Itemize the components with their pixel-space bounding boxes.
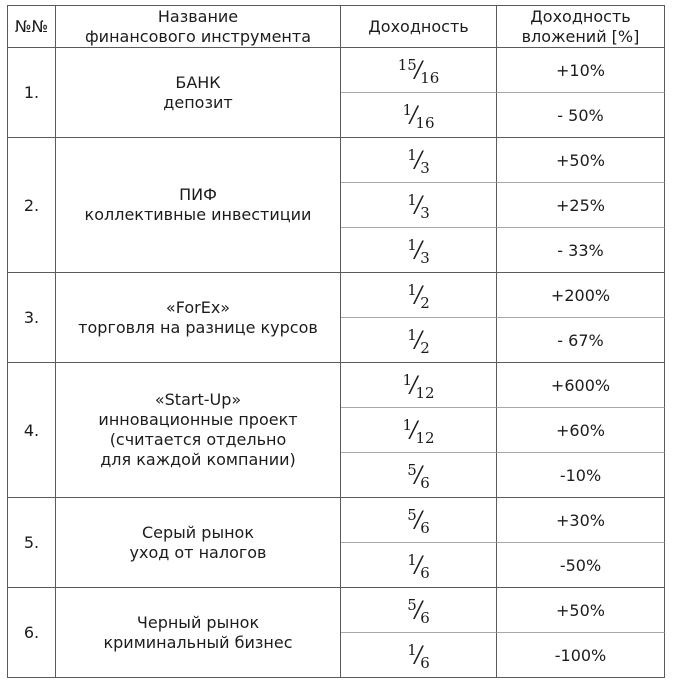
probability-cell xyxy=(341,93,497,138)
probability-cell xyxy=(341,633,497,678)
probability-cell xyxy=(341,363,497,408)
name-line: БАНК xyxy=(175,72,221,92)
fraction-numerator: 1 xyxy=(407,235,417,254)
name-line: для каждой компании) xyxy=(100,450,296,469)
probability-cell xyxy=(341,408,497,453)
fraction-slash: / xyxy=(414,462,423,488)
fraction-denominator: 2 xyxy=(420,293,430,312)
fraction-numerator: 5 xyxy=(407,460,417,479)
probability-cell xyxy=(341,588,497,633)
table-row xyxy=(8,138,665,183)
header-return xyxy=(497,6,665,48)
instrument-group xyxy=(8,363,665,498)
row-number: 5. xyxy=(8,498,56,588)
name-line: инновационные проект xyxy=(98,410,298,429)
name-line: торговля на разнице курсов xyxy=(78,317,318,337)
fraction xyxy=(407,595,430,627)
fraction-slash: / xyxy=(410,372,418,398)
instrument-name xyxy=(56,48,341,138)
fraction-slash: / xyxy=(410,417,418,443)
table-row xyxy=(8,588,665,633)
header-return-line: вложений [%] xyxy=(521,26,640,46)
name-line: «ForEx» xyxy=(165,297,231,317)
fraction xyxy=(407,190,430,222)
instrument-name xyxy=(56,363,341,498)
probability-cell xyxy=(341,183,497,228)
fraction-slash: / xyxy=(414,597,423,623)
probability-cell xyxy=(341,318,497,363)
probability-cell xyxy=(341,543,497,588)
fraction xyxy=(407,640,430,672)
fraction xyxy=(407,550,430,582)
probability-cell xyxy=(341,453,497,498)
fraction-denominator: 2 xyxy=(420,338,430,357)
name-line: депозит xyxy=(163,92,233,112)
fraction-denominator: 6 xyxy=(420,608,430,627)
name-line: уход от налогов xyxy=(129,542,267,562)
table-row xyxy=(8,363,665,408)
instrument-group xyxy=(8,138,665,273)
fraction-slash: / xyxy=(414,552,423,578)
header-instrument-name xyxy=(56,6,341,48)
row-number: 6. xyxy=(8,588,56,678)
fraction-denominator: 3 xyxy=(420,158,430,177)
table-header xyxy=(8,6,665,48)
fraction-denominator: 6 xyxy=(420,518,430,537)
fraction-slash: / xyxy=(414,507,423,533)
table-row xyxy=(8,498,665,543)
return-cell: -10% xyxy=(497,453,665,498)
fraction xyxy=(407,460,430,492)
fraction xyxy=(407,505,430,537)
fraction xyxy=(402,100,435,132)
header-return-line: Доходность xyxy=(530,6,631,26)
name-line: (считается отдельно xyxy=(109,430,287,449)
fraction-numerator: 1 xyxy=(407,280,417,299)
name-line: «Start-Up» xyxy=(154,390,242,409)
fraction-numerator: 1 xyxy=(407,550,417,569)
fraction-denominator: 6 xyxy=(420,563,430,582)
return-cell: - 50% xyxy=(497,93,665,138)
name-line: Черный рынок xyxy=(136,612,260,632)
fraction-numerator: 1 xyxy=(402,415,413,434)
instrument-name xyxy=(56,498,341,588)
row-number: 3. xyxy=(8,273,56,363)
fraction-slash: / xyxy=(414,282,423,308)
header-row xyxy=(8,6,665,48)
financial-instruments-table xyxy=(7,5,665,678)
fraction-numerator: 5 xyxy=(407,505,417,524)
fraction-slash: / xyxy=(414,327,423,353)
row-number: 2. xyxy=(8,138,56,273)
name-line: криминальный бизнес xyxy=(103,632,293,652)
return-cell: +50% xyxy=(497,138,665,183)
return-cell: -50% xyxy=(497,543,665,588)
fraction-numerator: 15 xyxy=(397,55,417,74)
fraction-denominator: 6 xyxy=(420,473,430,492)
fraction xyxy=(402,415,435,447)
name-line: Серый рынок xyxy=(142,522,254,542)
row-number: 1. xyxy=(8,48,56,138)
probability-cell xyxy=(341,228,497,273)
fraction-numerator: 1 xyxy=(407,145,417,164)
probability-cell xyxy=(341,273,497,318)
return-cell: +60% xyxy=(497,408,665,453)
probability-cell xyxy=(341,138,497,183)
return-cell: +50% xyxy=(497,588,665,633)
fraction-denominator: 6 xyxy=(420,653,430,672)
fraction-slash: / xyxy=(410,102,418,128)
return-cell: - 67% xyxy=(497,318,665,363)
fraction xyxy=(402,370,435,402)
fraction-denominator: 16 xyxy=(415,113,435,132)
instrument-name xyxy=(56,273,341,363)
probability-cell xyxy=(341,498,497,543)
fraction-slash: / xyxy=(414,237,423,263)
return-cell: +200% xyxy=(497,273,665,318)
fraction-numerator: 1 xyxy=(402,370,413,389)
return-cell: +600% xyxy=(497,363,665,408)
table-row xyxy=(8,48,665,93)
fraction-slash: / xyxy=(414,57,423,83)
instrument-group xyxy=(8,48,665,138)
header-name-line: Название xyxy=(157,6,239,26)
fraction xyxy=(407,325,430,357)
fraction xyxy=(407,280,430,312)
name-line: ПИФ xyxy=(179,185,217,204)
fraction-denominator: 12 xyxy=(415,428,435,447)
fraction xyxy=(397,55,440,87)
fraction-numerator: 1 xyxy=(402,100,413,119)
instrument-group xyxy=(8,588,665,678)
instrument-name xyxy=(56,138,341,273)
return-cell: +30% xyxy=(497,498,665,543)
fraction-denominator: 3 xyxy=(420,203,430,222)
fraction-slash: / xyxy=(414,147,423,173)
fraction-slash: / xyxy=(414,642,423,668)
fraction-denominator: 12 xyxy=(415,383,435,402)
fraction-denominator: 16 xyxy=(420,68,440,87)
fraction xyxy=(407,145,430,177)
fraction-denominator: 3 xyxy=(420,248,430,267)
fraction-numerator: 1 xyxy=(407,325,417,344)
return-cell: - 33% xyxy=(497,228,665,273)
table-row xyxy=(8,273,665,318)
return-cell: +10% xyxy=(497,48,665,93)
instrument-name xyxy=(56,588,341,678)
fraction-numerator: 1 xyxy=(407,190,417,209)
fraction-numerator: 1 xyxy=(407,640,417,659)
header-name-line: финансового инструмента xyxy=(85,26,311,46)
header-probability: Доходность xyxy=(341,6,497,48)
fraction-numerator: 5 xyxy=(407,595,417,614)
instrument-group xyxy=(8,273,665,363)
fraction-slash: / xyxy=(414,192,423,218)
header-number: №№ xyxy=(8,6,56,48)
fraction xyxy=(407,235,430,267)
row-number: 4. xyxy=(8,363,56,498)
probability-cell xyxy=(341,48,497,93)
return-cell: -100% xyxy=(497,633,665,678)
instrument-group xyxy=(8,498,665,588)
name-line: коллективные инвестиции xyxy=(84,205,312,224)
return-cell: +25% xyxy=(497,183,665,228)
